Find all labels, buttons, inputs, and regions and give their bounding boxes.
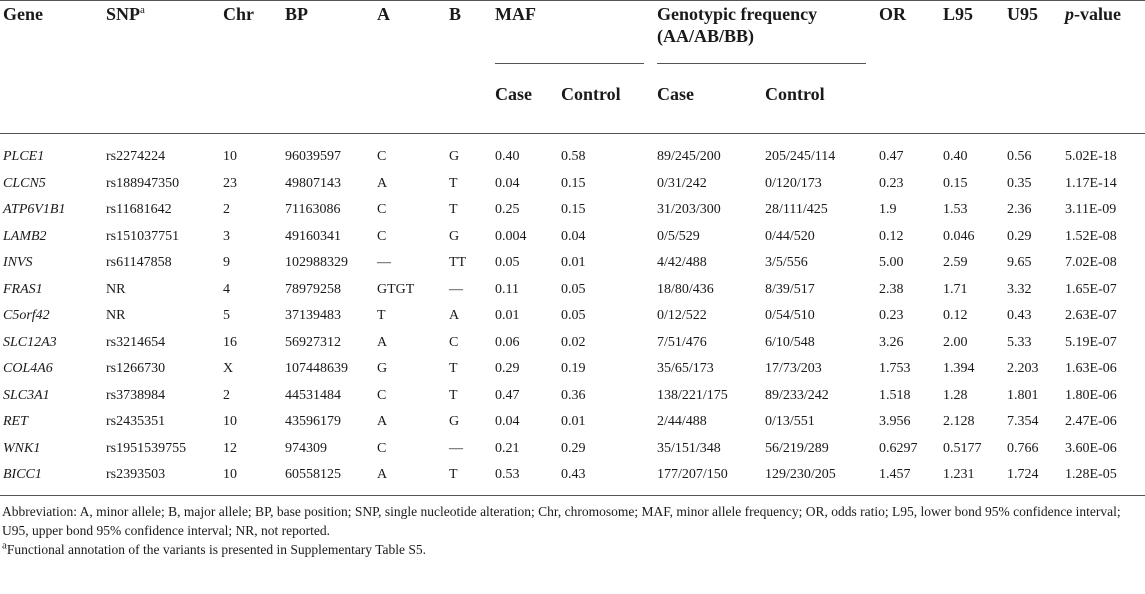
header-row-top	[0, 1, 1145, 68]
cell-l95: 1.71	[943, 281, 968, 297]
cell-b: G	[449, 228, 460, 244]
cell-b: A	[449, 308, 460, 323]
cell-geno-control: 6/10/548	[765, 334, 815, 350]
cell-snp: rs2435351	[106, 414, 166, 429]
cell-gene: INVS	[3, 255, 33, 270]
cell-l95: 0.5177	[943, 440, 982, 456]
cell-maf-control: 0.15	[561, 175, 586, 191]
cell-bp: 43596179	[285, 414, 341, 429]
cell-maf-case: 0.21	[495, 440, 520, 456]
cell-u95: 2.36	[1007, 202, 1032, 217]
cell-geno-control: 0/120/173	[765, 175, 822, 191]
table-header	[0, 1, 1145, 134]
cell-l95: 0.12	[943, 308, 968, 323]
header-snp-footnote-mark: a	[140, 4, 145, 16]
cell-a: C	[377, 202, 387, 217]
cell-snp: NR	[106, 308, 126, 323]
header-b: B	[449, 4, 462, 24]
cell-gene: SLC3A1	[3, 387, 50, 403]
cell-l95: 2.128	[943, 414, 975, 429]
header-p-italic: p	[1065, 4, 1075, 24]
cell-or: 3.26	[879, 334, 904, 350]
cell-a: C	[377, 149, 387, 164]
header-snp	[103, 1, 220, 134]
cell-l95: 1.394	[943, 361, 975, 376]
cell-u95: 5.33	[1007, 334, 1032, 350]
cell-chr: 9	[223, 255, 230, 270]
cell-chr: 2	[223, 387, 230, 403]
cell-maf-control: 0.43	[561, 467, 586, 482]
cell-a: C	[377, 228, 387, 244]
cell-snp: rs61147858	[106, 255, 172, 270]
cell-maf-case: 0.06	[495, 334, 520, 350]
cell-l95: 0.40	[943, 149, 968, 164]
header-chr: Chr	[223, 4, 254, 24]
cell-p: 1.80E-06	[1065, 387, 1117, 403]
cell-snp: rs2393503	[106, 467, 166, 482]
cell-maf-control: 0.01	[561, 414, 586, 429]
cell-p: 2.47E-06	[1065, 414, 1117, 429]
footnote-text: Functional annotation of the variants is presented in Supplementary Table S5.	[6, 541, 426, 557]
cell-maf-control: 0.19	[561, 361, 586, 376]
header-maf-label: MAF	[495, 4, 536, 24]
cell-p: 1.17E-14	[1065, 175, 1117, 191]
cell-maf-control: 0.29	[561, 440, 586, 456]
cell-l95: 2.59	[943, 255, 968, 270]
cell-l95: 1.28	[943, 387, 968, 403]
cell-b: T	[449, 387, 458, 403]
cell-maf-case: 0.04	[495, 175, 520, 191]
cell-geno-case: 0/5/529	[657, 228, 700, 244]
cell-gene: PLCE1	[3, 149, 45, 164]
cell-p: 5.02E-18	[1065, 149, 1117, 164]
cell-u95: 7.354	[1007, 414, 1039, 429]
cell-maf-case: 0.47	[495, 387, 520, 403]
cell-gene: COL4A6	[3, 361, 53, 376]
cell-chr: 10	[223, 467, 237, 482]
cell-p: 7.02E-08	[1065, 255, 1117, 270]
cell-chr: 23	[223, 175, 237, 191]
cell-or: 0.47	[879, 149, 904, 164]
cell-p: 1.63E-06	[1065, 361, 1117, 376]
header-genotypic-rule	[657, 63, 866, 64]
cell-u95: 0.43	[1007, 308, 1032, 323]
cell-snp: rs188947350	[106, 175, 180, 191]
table-row	[0, 330, 1145, 357]
cell-b: G	[449, 149, 460, 164]
cell-maf-control: 0.05	[561, 308, 586, 323]
cell-u95: 9.65	[1007, 255, 1032, 270]
cell-gene: BICC1	[3, 467, 42, 482]
cell-p: 1.28E-05	[1065, 467, 1117, 482]
cell-a: —	[377, 255, 391, 270]
cell-b: C	[449, 334, 459, 350]
cell-or: 1.518	[879, 387, 911, 403]
cell-a: A	[377, 334, 388, 350]
cell-a: A	[377, 467, 388, 482]
table-row	[0, 436, 1145, 463]
cell-u95: 1.724	[1007, 467, 1039, 482]
cell-b: T	[449, 467, 458, 482]
cell-maf-case: 0.01	[495, 308, 520, 323]
cell-a: A	[377, 175, 388, 191]
cell-gene: CLCN5	[3, 175, 46, 191]
footnote-mark: a	[2, 539, 7, 551]
cell-geno-control: 28/111/425	[765, 202, 828, 217]
cell-p: 3.11E-09	[1065, 202, 1117, 217]
cell-geno-case: 138/221/175	[657, 387, 728, 403]
cell-p: 3.60E-06	[1065, 440, 1117, 456]
cell-bp: 974309	[285, 440, 327, 456]
cell-p: 5.19E-07	[1065, 334, 1117, 350]
cell-geno-case: 0/31/242	[657, 175, 707, 191]
cell-u95: 0.35	[1007, 175, 1032, 191]
cell-geno-case: 4/42/488	[657, 255, 707, 270]
cell-u95: 0.766	[1007, 440, 1039, 456]
cell-l95: 2.00	[943, 334, 968, 350]
cell-geno-case: 7/51/476	[657, 334, 707, 350]
table-footnotes	[0, 496, 1132, 559]
cell-maf-case: 0.04	[495, 414, 520, 429]
cell-geno-case: 31/203/300	[657, 202, 721, 217]
cell-maf-control: 0.58	[561, 149, 586, 164]
header-snp-label: SNP	[106, 4, 141, 24]
cell-bp: 71163086	[285, 202, 341, 217]
cell-l95: 1.53	[943, 202, 968, 217]
cell-chr: 10	[223, 414, 237, 429]
cell-snp: rs151037751	[106, 228, 180, 244]
header-maf	[492, 1, 654, 68]
cell-b: TT	[449, 255, 467, 270]
cell-chr: 3	[223, 228, 230, 244]
table-row	[0, 197, 1145, 224]
cell-or: 0.23	[879, 308, 904, 323]
cell-bp: 107448639	[285, 361, 348, 376]
cell-geno-control: 129/230/205	[765, 467, 836, 482]
table-row	[0, 462, 1145, 495]
cell-maf-control: 0.01	[561, 255, 586, 270]
cell-snp: rs11681642	[106, 202, 172, 217]
cell-chr: 5	[223, 308, 230, 323]
cell-maf-case: 0.25	[495, 202, 520, 217]
cell-chr: X	[223, 361, 234, 376]
header-genotypic-sublabel: (AA/AB/BB)	[657, 26, 755, 46]
cell-chr: 4	[223, 281, 230, 297]
cell-gene: RET	[3, 414, 28, 429]
header-a: A	[377, 4, 390, 24]
cell-maf-case: 0.05	[495, 255, 520, 270]
cell-maf-case: 0.004	[495, 228, 527, 244]
cell-a: C	[377, 440, 387, 456]
cell-or: 0.12	[879, 228, 904, 244]
table-row	[0, 383, 1145, 410]
cell-geno-control: 205/245/114	[765, 149, 836, 164]
table-row	[0, 134, 1145, 171]
cell-snp: rs1266730	[106, 361, 166, 376]
header-u95: U95	[1007, 4, 1039, 24]
cell-gene: C5orf42	[3, 308, 50, 323]
cell-snp: rs3738984	[106, 387, 166, 403]
cell-p: 2.63E-07	[1065, 308, 1117, 323]
cell-geno-case: 35/65/173	[657, 361, 714, 376]
cell-geno-case: 35/151/348	[657, 440, 721, 456]
table-row	[0, 224, 1145, 251]
table-row	[0, 171, 1145, 198]
cell-p: 1.65E-07	[1065, 281, 1117, 297]
cell-geno-case: 0/12/522	[657, 308, 707, 323]
cell-snp: NR	[106, 281, 126, 297]
cell-geno-case: 18/80/436	[657, 281, 714, 297]
cell-l95: 0.15	[943, 175, 968, 191]
cell-u95: 1.801	[1007, 387, 1039, 403]
cell-gene: WNK1	[3, 440, 41, 456]
cell-geno-case: 2/44/488	[657, 414, 707, 429]
cell-l95: 1.231	[943, 467, 975, 482]
header-or: OR	[879, 4, 907, 24]
cell-a: A	[377, 414, 388, 429]
cell-chr: 2	[223, 202, 230, 217]
cell-u95: 2.203	[1007, 361, 1039, 376]
cell-b: —	[449, 281, 463, 297]
cell-or: 1.457	[879, 467, 911, 482]
cell-bp: 102988329	[285, 255, 348, 270]
header-l95: L95	[943, 4, 974, 24]
cell-or: 5.00	[879, 255, 904, 270]
cell-geno-control: 0/13/551	[765, 414, 815, 429]
cell-or: 0.6297	[879, 440, 918, 456]
cell-a: G	[377, 361, 388, 376]
header-p-value	[1062, 1, 1145, 134]
cell-bp: 60558125	[285, 467, 341, 482]
cell-gene: SLC12A3	[3, 334, 57, 350]
cell-gene: ATP6V1B1	[3, 202, 66, 217]
header-geno-control: Control	[765, 84, 825, 104]
cell-geno-control: 0/44/520	[765, 228, 815, 244]
cell-a: GTGT	[377, 281, 415, 297]
cell-snp: rs3214654	[106, 334, 166, 350]
cell-a: T	[377, 308, 386, 323]
cell-maf-control: 0.15	[561, 202, 586, 217]
cell-bp: 44531484	[285, 387, 341, 403]
cell-geno-control: 0/54/510	[765, 308, 815, 323]
cell-geno-case: 177/207/150	[657, 467, 728, 482]
header-p-suffix: -value	[1074, 4, 1122, 24]
header-geno-case: Case	[657, 84, 695, 104]
cell-or: 3.956	[879, 414, 911, 429]
cell-geno-case: 89/245/200	[657, 149, 721, 164]
cell-snp: rs2274224	[106, 149, 166, 164]
cell-b: T	[449, 202, 458, 217]
cell-u95: 0.29	[1007, 228, 1032, 244]
table-row	[0, 303, 1145, 330]
cell-or: 0.23	[879, 175, 904, 191]
table-row	[0, 356, 1145, 383]
cell-maf-control: 0.05	[561, 281, 586, 297]
cell-snp: rs1951539755	[106, 440, 187, 456]
cell-bp: 96039597	[285, 149, 341, 164]
cell-chr: 16	[223, 334, 237, 350]
cell-geno-control: 3/5/556	[765, 255, 808, 270]
header-genotypic	[654, 1, 876, 68]
cell-bp: 49160341	[285, 228, 341, 244]
abbreviation-note: Abbreviation: A, minor allele; B, major allele; BP, base position; SNP, single nucleotide alteration; Chr, chromosome; MAF, minor allele frequency; OR, odds ratio; L95, lower bond 95% confidence interval; U95, upper bond 95% confidence interval; NR, not reported.	[2, 503, 1121, 538]
cell-maf-case: 0.29	[495, 361, 520, 376]
cell-b: T	[449, 361, 458, 376]
cell-maf-case: 0.11	[495, 281, 519, 297]
cell-bp: 37139483	[285, 308, 341, 323]
table-row	[0, 250, 1145, 277]
cell-gene: LAMB2	[3, 228, 47, 244]
cell-l95: 0.046	[943, 228, 975, 244]
cell-chr: 10	[223, 149, 237, 164]
header-genotypic-label: Genotypic frequency	[657, 4, 818, 24]
cell-bp: 56927312	[285, 334, 341, 350]
cell-maf-case: 0.40	[495, 149, 520, 164]
cell-or: 1.9	[879, 202, 897, 217]
cell-gene: FRAS1	[3, 281, 43, 297]
cell-maf-control: 0.02	[561, 334, 586, 350]
cell-or: 2.38	[879, 281, 904, 297]
cell-geno-control: 8/39/517	[765, 281, 815, 297]
cell-p: 1.52E-08	[1065, 228, 1117, 244]
cell-or: 1.753	[879, 361, 911, 376]
cell-maf-control: 0.04	[561, 228, 586, 244]
cell-maf-case: 0.53	[495, 467, 520, 482]
table-row	[0, 409, 1145, 436]
header-maf-control: Control	[561, 84, 621, 104]
cell-u95: 0.56	[1007, 149, 1032, 164]
cell-maf-control: 0.36	[561, 387, 586, 403]
cell-geno-control: 56/219/289	[765, 440, 829, 456]
table-body	[0, 134, 1145, 496]
header-maf-case: Case	[495, 84, 532, 104]
header-bp: BP	[285, 4, 309, 24]
table-row	[0, 277, 1145, 304]
cell-b: G	[449, 414, 460, 429]
cell-bp: 49807143	[285, 175, 341, 191]
cell-chr: 12	[223, 440, 237, 456]
cell-b: T	[449, 175, 458, 191]
cell-a: C	[377, 387, 387, 403]
header-maf-rule	[495, 63, 644, 64]
cell-u95: 3.32	[1007, 281, 1032, 297]
cell-geno-control: 89/233/242	[765, 387, 829, 403]
cell-bp: 78979258	[285, 281, 341, 297]
functional-annotation-note	[2, 540, 1132, 559]
cell-b: —	[449, 440, 463, 456]
header-gene: Gene	[3, 4, 43, 24]
cell-geno-control: 17/73/203	[765, 361, 822, 376]
